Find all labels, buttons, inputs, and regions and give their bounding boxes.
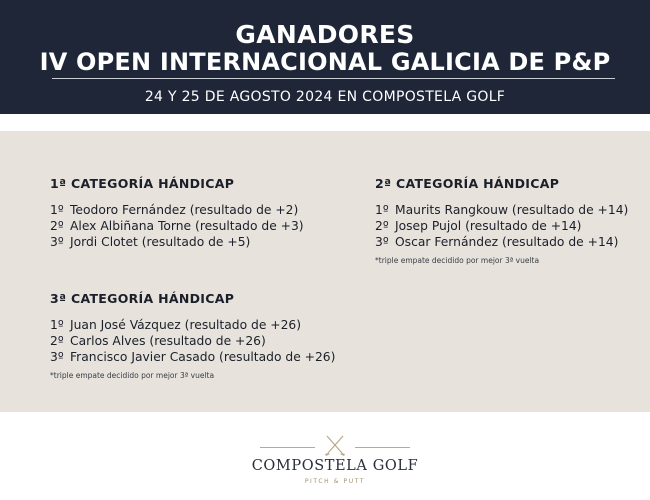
compostela-golf-logo <box>250 432 420 492</box>
header-divider <box>52 78 615 79</box>
result-position: 3º <box>50 350 64 364</box>
result-position: 2º <box>50 334 64 348</box>
logo-divider-left <box>260 447 315 448</box>
category-3-block <box>50 291 335 381</box>
logo-divider-right <box>355 447 410 448</box>
result-row <box>50 317 335 333</box>
category-title: 1ª CATEGORÍA HÁNDICAP <box>50 176 235 191</box>
crossed-golf-clubs-icon <box>323 435 347 457</box>
result-position: 1º <box>375 203 389 217</box>
logo-name: COMPOSTELA GOLF <box>251 458 419 474</box>
result-text: Maurits Rangkouw (resultado de +14) <box>395 203 629 217</box>
result-text: Jordi Clotet (resultado de +5) <box>70 235 251 249</box>
result-row <box>50 234 304 250</box>
category-1-block <box>50 176 304 250</box>
result-row <box>375 218 628 234</box>
result-text: Oscar Fernández (resultado de +14) <box>395 235 619 249</box>
result-text: Alex Albiñana Torne (resultado de +3) <box>70 219 304 233</box>
result-text: Josep Pujol (resultado de +14) <box>395 219 582 233</box>
tiebreak-note: *triple empate decidido por mejor 3ª vuelta <box>375 256 540 265</box>
result-row <box>375 202 628 218</box>
result-row <box>50 349 335 365</box>
result-position: 2º <box>375 219 389 233</box>
result-row <box>50 202 304 218</box>
result-text: Francisco Javier Casado (resultado de +26) <box>70 350 336 364</box>
category-title: 2ª CATEGORÍA HÁNDICAP <box>375 176 560 191</box>
header-banner <box>0 0 650 114</box>
result-position: 1º <box>50 203 64 217</box>
tiebreak-note: *triple empate decidido por mejor 3ª vuelta <box>50 371 215 380</box>
result-text: Juan José Vázquez (resultado de +26) <box>70 318 302 332</box>
result-position: 1º <box>50 318 64 332</box>
event-title: IV OPEN INTERNACIONAL GALICIA DE P&P <box>39 48 611 76</box>
result-text: Carlos Alves (resultado de +26) <box>70 334 266 348</box>
result-row <box>375 234 628 250</box>
category-2-block <box>375 176 628 266</box>
result-position: 3º <box>375 235 389 249</box>
page-title: GANADORES <box>235 20 415 49</box>
event-date-venue: 24 Y 25 DE AGOSTO 2024 EN COMPOSTELA GOLF <box>144 89 506 105</box>
result-position: 3º <box>50 235 64 249</box>
category-title: 3ª CATEGORÍA HÁNDICAP <box>50 291 235 306</box>
result-text: Teodoro Fernández (resultado de +2) <box>70 203 299 217</box>
result-position: 2º <box>50 219 64 233</box>
results-panel <box>0 131 650 412</box>
result-row <box>50 218 304 234</box>
result-row <box>50 333 335 349</box>
logo-tagline: PITCH & PUTT <box>304 478 366 485</box>
